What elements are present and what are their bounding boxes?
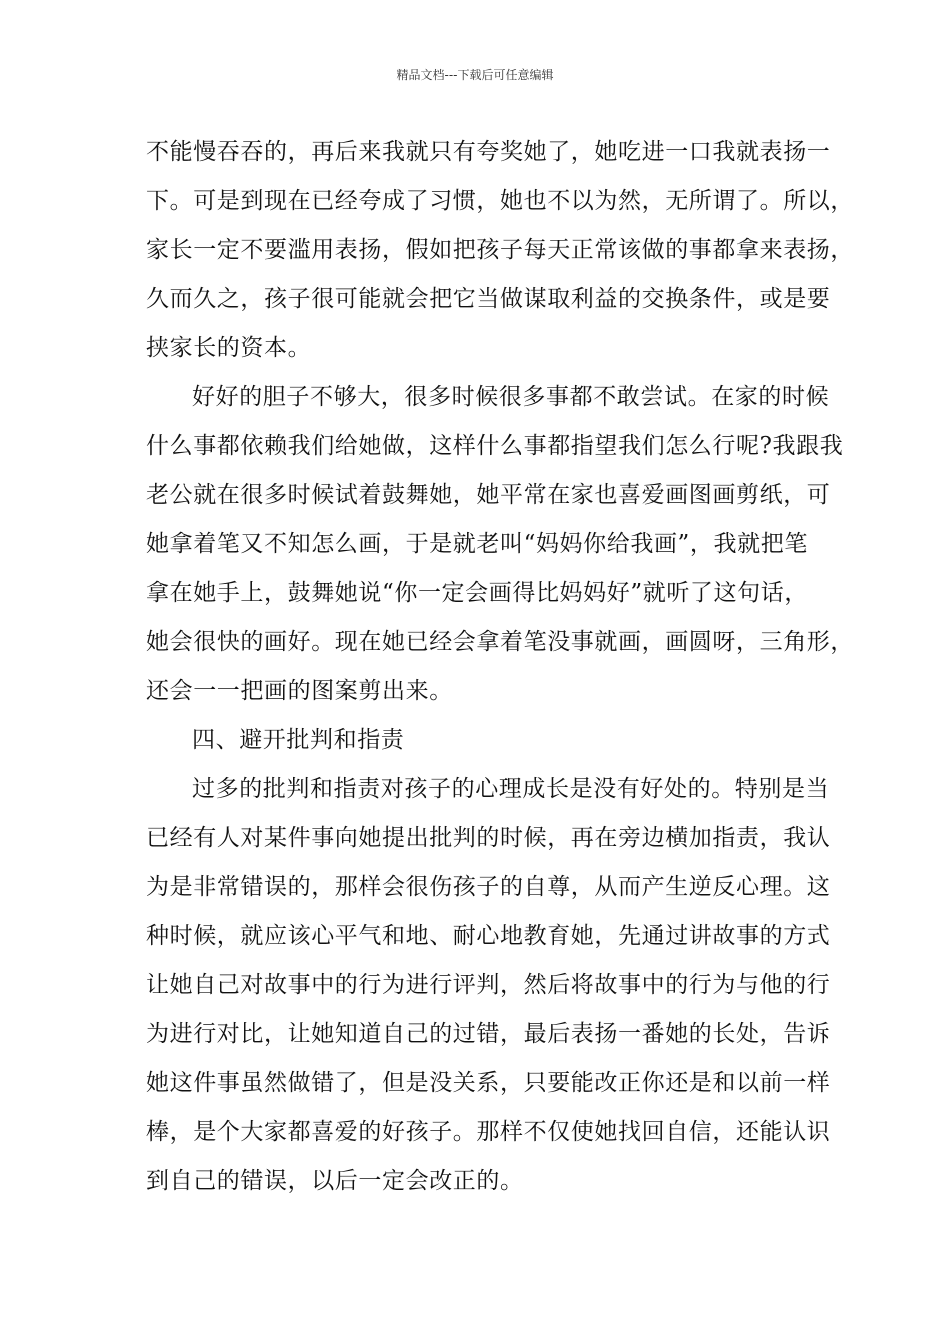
text-line: 下。可是到现在已经夸成了习惯，她也不以为然，无所谓了。所以， — [146, 188, 854, 214]
text-line: 到自己的错误，以后一定会改正的。 — [146, 1168, 524, 1194]
text-line: 为是非常错误的，那样会很伤孩子的自尊，从而产生逆反心理。这 — [146, 874, 831, 900]
text-line: 已经有人对某件事向她提出批判的时候，再在旁边横加指责，我认 — [146, 825, 831, 851]
page-header: 精品文档---下载后可任意编辑 — [396, 68, 554, 82]
text-line: 棒，是个大家都喜爱的好孩子。那样不仅使她找回自信，还能认识 — [146, 1119, 831, 1145]
text-line: 还会一一把画的图案剪出来。 — [146, 678, 453, 704]
text-line: 为进行对比，让她知道自己的过错，最后表扬一番她的长处，告诉 — [146, 1021, 831, 1047]
text-line: 挟家长的资本。 — [146, 335, 312, 361]
text-line: 好好的胆子不够大，很多时候很多事都不敢尝试。在家的时候 — [192, 384, 830, 410]
text-line: 她会很快的画好。现在她已经会拿着笔没事就画，画圆呀，三角形， — [146, 629, 854, 655]
text-line: 什么事都依赖我们给她做，这样什么事都指望我们怎么行呢?我跟我 — [146, 433, 844, 459]
text-line: 过多的批判和指责对孩子的心理成长是没有好处的。特别是当 — [192, 776, 830, 802]
text-line: 种时候，就应该心平气和地、耐心地教育她，先通过讲故事的方式 — [146, 923, 831, 949]
text-line: 不能慢吞吞的，再后来我就只有夸奖她了，她吃进一口我就表扬一 — [146, 139, 831, 165]
text-line: 家长一定不要滥用表扬，假如把孩子每天正常该做的事都拿来表扬， — [146, 237, 854, 263]
text-line: 她拿着笔又不知怎么画，于是就老叫“妈妈你给我画”，我就把笔 — [146, 531, 808, 557]
text-line: 她这件事虽然做错了，但是没关系，只要能改正你还是和以前一样 — [146, 1070, 831, 1096]
section-heading: 四、避开批判和指责 — [192, 727, 405, 753]
text-line: 拿在她手上，鼓舞她说“你一定会画得比妈妈好”就听了这句话， — [146, 580, 808, 606]
document-body — [146, 128, 854, 1206]
text-line: 老公就在很多时候试着鼓舞她，她平常在家也喜爱画图画剪纸，可 — [146, 482, 831, 508]
text-line: 久而久之，孩子很可能就会把它当做谋取利益的交换条件，或是要 — [146, 286, 831, 312]
text-line: 让她自己对故事中的行为进行评判，然后将故事中的行为与他的行 — [146, 972, 831, 998]
